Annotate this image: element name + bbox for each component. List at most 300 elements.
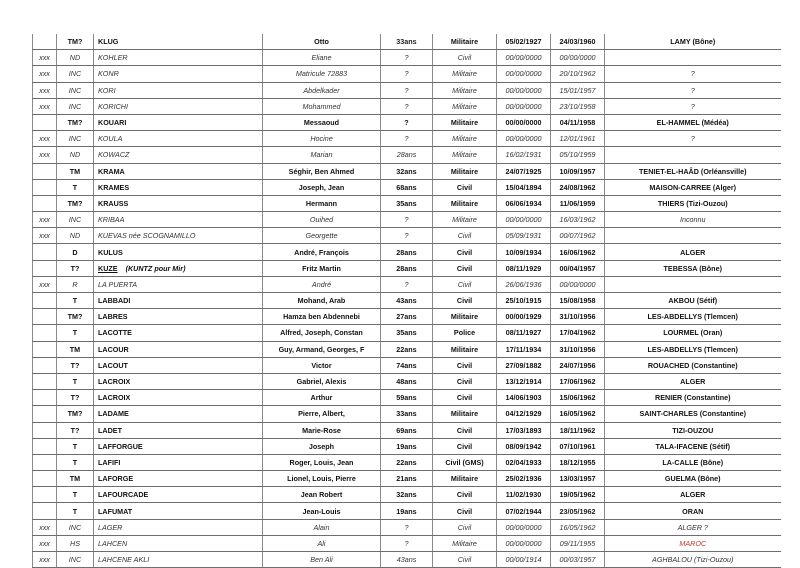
- surname-cell: LADAME: [94, 406, 263, 422]
- surname-cell: KUEVAS née SCOGNAMILLO: [94, 228, 263, 244]
- status-code-cell: TM?: [57, 309, 94, 325]
- surname-cell: LAHCEN: [94, 535, 263, 551]
- category-cell: Civil: [433, 438, 497, 454]
- surname-cell: KORICHI: [94, 98, 263, 114]
- death-date-cell: 00/07/1962: [551, 228, 605, 244]
- death-date-cell: 18/11/1962: [551, 422, 605, 438]
- surname-cell: LA PUERTA: [94, 276, 263, 292]
- birth-date-cell: 08/09/1942: [497, 438, 551, 454]
- mark-cell: xxx: [33, 552, 57, 568]
- category-cell: Civil: [433, 373, 497, 389]
- category-cell: Militaire: [433, 98, 497, 114]
- birth-date-cell: 02/04/1933: [497, 454, 551, 470]
- surname-cell: LABBADI: [94, 293, 263, 309]
- age-cell: 43ans: [381, 293, 433, 309]
- place-cell: LAMY (Bône): [605, 34, 781, 50]
- age-cell: 33ans: [381, 406, 433, 422]
- age-cell: ?: [381, 276, 433, 292]
- place-cell: ALGER: [605, 487, 781, 503]
- mark-cell: xxx: [33, 212, 57, 228]
- death-date-cell: 09/11/1955: [551, 535, 605, 551]
- age-cell: ?: [381, 131, 433, 147]
- age-cell: 21ans: [381, 471, 433, 487]
- mark-cell: [33, 390, 57, 406]
- place-cell: AGHBALOU (Tizi-Ouzou): [605, 552, 781, 568]
- category-cell: Police: [433, 325, 497, 341]
- table-row: [33, 373, 781, 389]
- surname-cell: KLUG: [94, 34, 263, 50]
- age-cell: ?: [381, 50, 433, 66]
- status-code-cell: T: [57, 293, 94, 309]
- category-cell: Civil: [433, 422, 497, 438]
- table-row: [33, 34, 781, 50]
- table-row: [33, 66, 781, 82]
- table-row: [33, 179, 781, 195]
- first-name-cell: Hermann: [263, 195, 381, 211]
- place-cell: ?: [605, 98, 781, 114]
- category-cell: Militaire: [433, 406, 497, 422]
- mark-cell: [33, 357, 57, 373]
- first-name-cell: Victor: [263, 357, 381, 373]
- place-cell: ALGER: [605, 244, 781, 260]
- surname-cell: LAHCENE AKLI: [94, 552, 263, 568]
- place-cell: EL-HAMMEL (Médéa): [605, 114, 781, 130]
- mark-cell: [33, 309, 57, 325]
- death-date-cell: 16/05/1962: [551, 406, 605, 422]
- status-code-cell: HS: [57, 535, 94, 551]
- surname-cell: KOULA: [94, 131, 263, 147]
- first-name-cell: André: [263, 276, 381, 292]
- status-code-cell: INC: [57, 66, 94, 82]
- birth-date-cell: 00/00/0000: [497, 98, 551, 114]
- death-date-cell: 15/06/1962: [551, 390, 605, 406]
- table-row: [33, 50, 781, 66]
- age-cell: 68ans: [381, 179, 433, 195]
- mark-cell: xxx: [33, 131, 57, 147]
- status-code-cell: D: [57, 244, 94, 260]
- status-code-cell: TM?: [57, 114, 94, 130]
- birth-date-cell: 13/12/1914: [497, 373, 551, 389]
- status-code-cell: INC: [57, 82, 94, 98]
- table-row: [33, 519, 781, 535]
- death-date-cell: 00/00/0000: [551, 276, 605, 292]
- death-date-cell: 17/06/1962: [551, 373, 605, 389]
- status-code-cell: INC: [57, 131, 94, 147]
- death-date-cell: 04/11/1958: [551, 114, 605, 130]
- place-cell: TEBESSA (Bône): [605, 260, 781, 276]
- status-code-cell: INC: [57, 552, 94, 568]
- mark-cell: xxx: [33, 82, 57, 98]
- surname-cell: KOWACZ: [94, 147, 263, 163]
- category-cell: Militaire: [433, 309, 497, 325]
- birth-date-cell: 17/11/1934: [497, 341, 551, 357]
- surname-cell: LAFFORGUE: [94, 438, 263, 454]
- age-cell: ?: [381, 535, 433, 551]
- surname-cell: LAFUMAT: [94, 503, 263, 519]
- surname-cell: LADET: [94, 422, 263, 438]
- first-name-cell: Georgette: [263, 228, 381, 244]
- mark-cell: [33, 325, 57, 341]
- age-cell: 27ans: [381, 309, 433, 325]
- surname-cell: LAGER: [94, 519, 263, 535]
- surname-cell: KORI: [94, 82, 263, 98]
- death-date-cell: 05/10/1959: [551, 147, 605, 163]
- age-cell: 19ans: [381, 438, 433, 454]
- place-cell: ORAN: [605, 503, 781, 519]
- category-cell: Militaire: [433, 195, 497, 211]
- status-code-cell: TM?: [57, 406, 94, 422]
- place-cell: SAINT-CHARLES (Constantine): [605, 406, 781, 422]
- place-cell: ?: [605, 66, 781, 82]
- death-date-cell: 17/04/1962: [551, 325, 605, 341]
- category-cell: Civil: [433, 50, 497, 66]
- death-date-cell: 19/05/1962: [551, 487, 605, 503]
- category-cell: Militaire: [433, 471, 497, 487]
- place-cell: GUELMA (Bône): [605, 471, 781, 487]
- status-code-cell: T?: [57, 422, 94, 438]
- surname-note: (KUNTZ pour Mir): [125, 263, 186, 273]
- status-code-cell: ND: [57, 147, 94, 163]
- first-name-cell: Alfred, Joseph, Constan: [263, 325, 381, 341]
- mark-cell: [33, 195, 57, 211]
- surname-cell: KRIBAA: [94, 212, 263, 228]
- age-cell: 48ans: [381, 373, 433, 389]
- age-cell: 43ans: [381, 552, 433, 568]
- age-cell: ?: [381, 66, 433, 82]
- birth-date-cell: 26/06/1936: [497, 276, 551, 292]
- birth-date-cell: 05/09/1931: [497, 228, 551, 244]
- place-cell: AKBOU (Sétif): [605, 293, 781, 309]
- surname-cell: LAFOURCADE: [94, 487, 263, 503]
- death-date-cell: 23/10/1958: [551, 98, 605, 114]
- status-code-cell: T: [57, 454, 94, 470]
- birth-date-cell: 00/00/0000: [497, 131, 551, 147]
- table-row: [33, 487, 781, 503]
- mark-cell: [33, 503, 57, 519]
- mark-cell: [33, 373, 57, 389]
- death-date-cell: 15/08/1958: [551, 293, 605, 309]
- surname-cell: KRAMES: [94, 179, 263, 195]
- birth-date-cell: 14/06/1903: [497, 390, 551, 406]
- category-cell: Civil: [433, 260, 497, 276]
- category-cell: Civil: [433, 519, 497, 535]
- first-name-cell: Alain: [263, 519, 381, 535]
- surname-cell: KOHLER: [94, 50, 263, 66]
- birth-date-cell: 04/12/1929: [497, 406, 551, 422]
- category-cell: Militaire: [433, 114, 497, 130]
- place-cell: [605, 228, 781, 244]
- age-cell: ?: [381, 228, 433, 244]
- first-name-cell: Pierre, Albert,: [263, 406, 381, 422]
- surname-cell: KONR: [94, 66, 263, 82]
- birth-date-cell: 08/11/1929: [497, 260, 551, 276]
- birth-date-cell: 06/06/1934: [497, 195, 551, 211]
- first-name-cell: Marie-Rose: [263, 422, 381, 438]
- status-code-cell: ND: [57, 50, 94, 66]
- surname-text: KUZE: [98, 263, 118, 273]
- first-name-cell: Joseph, Jean: [263, 179, 381, 195]
- age-cell: 28ans: [381, 260, 433, 276]
- death-date-cell: 16/05/1962: [551, 519, 605, 535]
- place-cell: ?: [605, 131, 781, 147]
- birth-date-cell: 11/02/1930: [497, 487, 551, 503]
- status-code-cell: T?: [57, 260, 94, 276]
- category-cell: Civil: [433, 179, 497, 195]
- birth-date-cell: 24/07/1925: [497, 163, 551, 179]
- birth-date-cell: 25/02/1936: [497, 471, 551, 487]
- mark-cell: [33, 114, 57, 130]
- age-cell: 19ans: [381, 503, 433, 519]
- first-name-cell: Arthur: [263, 390, 381, 406]
- first-name-cell: Otto: [263, 34, 381, 50]
- birth-date-cell: 07/02/1944: [497, 503, 551, 519]
- place-cell: Inconnu: [605, 212, 781, 228]
- birth-date-cell: 17/03/1893: [497, 422, 551, 438]
- birth-date-cell: 05/02/1927: [497, 34, 551, 50]
- mark-cell: xxx: [33, 228, 57, 244]
- table-row: [33, 276, 781, 292]
- birth-date-cell: 00/00/0000: [497, 66, 551, 82]
- mark-cell: [33, 179, 57, 195]
- category-cell: Militaire: [433, 131, 497, 147]
- category-cell: Civil: [433, 487, 497, 503]
- first-name-cell: Eliane: [263, 50, 381, 66]
- birth-date-cell: 16/02/1931: [497, 147, 551, 163]
- first-name-cell: Mohand, Arab: [263, 293, 381, 309]
- place-cell: LOURMEL (Oran): [605, 325, 781, 341]
- first-name-cell: Messaoud: [263, 114, 381, 130]
- place-cell: ALGER: [605, 373, 781, 389]
- death-date-cell: 10/09/1957: [551, 163, 605, 179]
- category-cell: Militaire: [433, 82, 497, 98]
- mark-cell: [33, 406, 57, 422]
- birth-date-cell: 00/00/0000: [497, 519, 551, 535]
- category-cell: Civil: [433, 293, 497, 309]
- table-row: [33, 82, 781, 98]
- place-cell: LES-ABDELLYS (Tlemcen): [605, 309, 781, 325]
- birth-date-cell: 08/11/1927: [497, 325, 551, 341]
- surname-cell: LACOUT: [94, 357, 263, 373]
- death-date-cell: 23/05/1962: [551, 503, 605, 519]
- birth-date-cell: 00/00/0000: [497, 212, 551, 228]
- table-row: [33, 325, 781, 341]
- place-cell: [605, 50, 781, 66]
- status-code-cell: T: [57, 438, 94, 454]
- age-cell: ?: [381, 82, 433, 98]
- death-date-cell: 18/12/1955: [551, 454, 605, 470]
- place-cell: TALA-IFACENE (Sétif): [605, 438, 781, 454]
- age-cell: 32ans: [381, 163, 433, 179]
- table-row: [33, 244, 781, 260]
- first-name-cell: Ben Ali: [263, 552, 381, 568]
- place-cell: LA-CALLE (Bône): [605, 454, 781, 470]
- table-row: [33, 552, 781, 568]
- first-name-cell: Ouihed: [263, 212, 381, 228]
- table-row: [33, 535, 781, 551]
- age-cell: 28ans: [381, 244, 433, 260]
- first-name-cell: Joseph: [263, 438, 381, 454]
- mark-cell: xxx: [33, 66, 57, 82]
- death-date-cell: 20/10/1962: [551, 66, 605, 82]
- table-row: [33, 422, 781, 438]
- first-name-cell: Mohammed: [263, 98, 381, 114]
- first-name-cell: Jean-Louis: [263, 503, 381, 519]
- age-cell: 33ans: [381, 34, 433, 50]
- age-cell: 32ans: [381, 487, 433, 503]
- status-code-cell: T?: [57, 357, 94, 373]
- death-date-cell: 31/10/1956: [551, 341, 605, 357]
- place-cell: THIERS (Tizi-Ouzou): [605, 195, 781, 211]
- records-table: [32, 34, 781, 568]
- birth-date-cell: 00/00/1929: [497, 309, 551, 325]
- mark-cell: [33, 341, 57, 357]
- table-row: [33, 503, 781, 519]
- surname-cell: KRAMA: [94, 163, 263, 179]
- category-cell: Civil: [433, 503, 497, 519]
- category-cell: Militaire: [433, 341, 497, 357]
- mark-cell: xxx: [33, 276, 57, 292]
- table-row: [33, 228, 781, 244]
- first-name-cell: Roger, Louis, Jean: [263, 454, 381, 470]
- birth-date-cell: 00/00/0000: [497, 114, 551, 130]
- place-cell: ROUACHED (Constantine): [605, 357, 781, 373]
- surname-cell: LACROIX: [94, 390, 263, 406]
- table-row: [33, 98, 781, 114]
- age-cell: 22ans: [381, 341, 433, 357]
- mark-cell: [33, 422, 57, 438]
- place-cell: ?: [605, 82, 781, 98]
- death-date-cell: 00/03/1957: [551, 552, 605, 568]
- place-cell: LES-ABDELLYS (Tlemcen): [605, 341, 781, 357]
- mark-cell: [33, 438, 57, 454]
- surname-cell: KRAUSS: [94, 195, 263, 211]
- age-cell: ?: [381, 98, 433, 114]
- age-cell: 59ans: [381, 390, 433, 406]
- death-date-cell: 00/04/1957: [551, 260, 605, 276]
- first-name-cell: Ali: [263, 535, 381, 551]
- place-cell: [605, 276, 781, 292]
- first-name-cell: Hamza ben Abdennebi: [263, 309, 381, 325]
- birth-date-cell: 00/00/1914: [497, 552, 551, 568]
- mark-cell: [33, 163, 57, 179]
- table-row: [33, 309, 781, 325]
- status-code-cell: INC: [57, 98, 94, 114]
- surname-cell: LACOUR: [94, 341, 263, 357]
- category-cell: Civil: [433, 228, 497, 244]
- first-name-cell: Guy, Armand, Georges, F: [263, 341, 381, 357]
- status-code-cell: T: [57, 179, 94, 195]
- death-date-cell: 13/03/1957: [551, 471, 605, 487]
- table-row: [33, 147, 781, 163]
- death-date-cell: 31/10/1956: [551, 309, 605, 325]
- place-cell: MAISON-CARREE (Alger): [605, 179, 781, 195]
- death-date-cell: 16/03/1962: [551, 212, 605, 228]
- death-date-cell: 15/01/1957: [551, 82, 605, 98]
- status-code-cell: TM?: [57, 195, 94, 211]
- first-name-cell: Gabriel, Alexis: [263, 373, 381, 389]
- table-row: [33, 438, 781, 454]
- status-code-cell: T?: [57, 390, 94, 406]
- table-row: [33, 293, 781, 309]
- category-cell: Militaire: [433, 34, 497, 50]
- birth-date-cell: 10/09/1934: [497, 244, 551, 260]
- status-code-cell: T: [57, 487, 94, 503]
- first-name-cell: Jean Robert: [263, 487, 381, 503]
- status-code-cell: TM?: [57, 34, 94, 50]
- birth-date-cell: 00/00/0000: [497, 50, 551, 66]
- status-code-cell: TM: [57, 471, 94, 487]
- table-row: [33, 260, 781, 276]
- surname-cell: KULUS: [94, 244, 263, 260]
- mark-cell: [33, 260, 57, 276]
- place-cell: RENIER (Constantine): [605, 390, 781, 406]
- category-cell: Civil: [433, 357, 497, 373]
- mark-cell: [33, 34, 57, 50]
- first-name-cell: Séghir, Ben Ahmed: [263, 163, 381, 179]
- first-name-cell: André, François: [263, 244, 381, 260]
- status-code-cell: R: [57, 276, 94, 292]
- status-code-cell: TM: [57, 163, 94, 179]
- mark-cell: [33, 471, 57, 487]
- death-date-cell: 11/06/1959: [551, 195, 605, 211]
- place-cell: ALGER ?: [605, 519, 781, 535]
- mark-cell: xxx: [33, 147, 57, 163]
- first-name-cell: Matricule 72883: [263, 66, 381, 82]
- birth-date-cell: 27/09/1882: [497, 357, 551, 373]
- death-date-cell: 12/01/1961: [551, 131, 605, 147]
- table-row: [33, 390, 781, 406]
- age-cell: 74ans: [381, 357, 433, 373]
- status-code-cell: TM: [57, 341, 94, 357]
- status-code-cell: T: [57, 325, 94, 341]
- age-cell: 28ans: [381, 147, 433, 163]
- death-date-cell: 00/00/0000: [551, 50, 605, 66]
- death-date-cell: 16/06/1962: [551, 244, 605, 260]
- birth-date-cell: 25/10/1915: [497, 293, 551, 309]
- table-row: [33, 195, 781, 211]
- surname-cell: LABRES: [94, 309, 263, 325]
- status-code-cell: INC: [57, 519, 94, 535]
- category-cell: Civil: [433, 276, 497, 292]
- death-date-cell: 24/07/1956: [551, 357, 605, 373]
- surname-cell: LACOTTE: [94, 325, 263, 341]
- surname-cell: LAFORGE: [94, 471, 263, 487]
- birth-date-cell: 00/00/0000: [497, 535, 551, 551]
- table-row: [33, 114, 781, 130]
- status-code-cell: INC: [57, 212, 94, 228]
- category-cell: Civil: [433, 390, 497, 406]
- mark-cell: [33, 244, 57, 260]
- category-cell: Civil (GMS): [433, 454, 497, 470]
- age-cell: ?: [381, 212, 433, 228]
- age-cell: ?: [381, 519, 433, 535]
- place-cell: MAROC: [605, 535, 781, 551]
- category-cell: Civil: [433, 552, 497, 568]
- table-row: [33, 212, 781, 228]
- category-cell: Militaire: [433, 535, 497, 551]
- category-cell: Militaire: [433, 147, 497, 163]
- death-date-cell: 24/08/1962: [551, 179, 605, 195]
- category-cell: Civil: [433, 244, 497, 260]
- mark-cell: xxx: [33, 50, 57, 66]
- surname-cell: LAFIFI: [94, 454, 263, 470]
- category-cell: Militaire: [433, 163, 497, 179]
- first-name-cell: Marian: [263, 147, 381, 163]
- table-row: [33, 131, 781, 147]
- status-code-cell: T: [57, 373, 94, 389]
- death-date-cell: 24/03/1960: [551, 34, 605, 50]
- surname-cell: [94, 260, 263, 276]
